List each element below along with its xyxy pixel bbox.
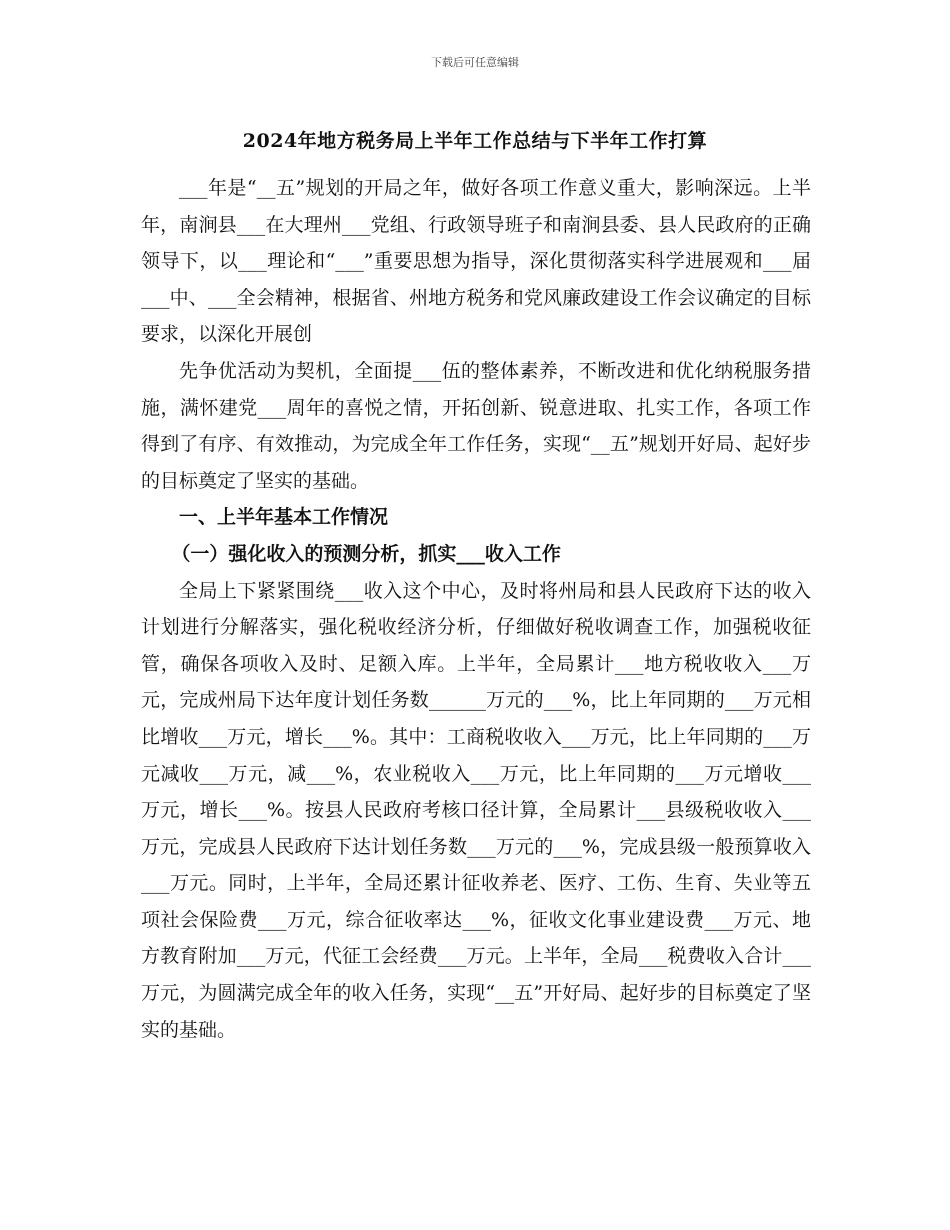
header-note: 下载后可任意编辑 — [431, 56, 519, 69]
section-heading: 一、上半年基本工作情况 — [179, 506, 389, 529]
document-body — [141, 170, 811, 1048]
paragraph-intro: ___年是“__五”规划的开局之年，做好各项工作意义重大，影响深远。上半年，南涧县___在大理州___党组、行政领导班子和南涧县委、县人民政府的正确领导下，以___理论和“___”重要思想为指导，深化贯彻落实科学进展观和___届___中、___全会精神，根据省、州地方税务和党风廉政建设工作会议确定的目标要求，以深化开展创 — [141, 177, 811, 346]
paragraph-revenue: 全局上下紧紧围绕___收入这个中心，及时将州局和县人民政府下达的收入计划进行分解落实，强化税收经济分析，仔细做好税收调查工作，加强税收征管，确保各项收入及时、足额入库。上半年，全局累计___地方税收收入___万元，完成州局下达年度计划任务数______万元的___%，比上年同期的___万元相比增收___万元，增长___%。其中：工商税收收入___万元，比上年同期的___万元减收___万元，减___%，农业税收入___万元，比上年同期的___万元增收___万元，增长___%。按县人民政府考核口径计算，全局累计___县级税收收入___万元，完成县人民政府下达计划任务数___万元的___%，完成县级一般预算收入___万元。同时，上半年，全局还累计征收养老、医疗、工伤、生育、失业等五项社会保险费___万元，综合征收率达___%，征收文化事业建设费___万元、地方教育附加___万元，代征工会经费___万元。上半年，全局___税费收入合计___万元，为圆满完成全年的收入任务，实现“__五”开好局、起好步的目标奠定了坚实的基础。 — [141, 579, 811, 1041]
document-title: 2024年地方税务局上半年工作总结与下半年工作打算 — [242, 130, 708, 152]
subsection-heading: （一）强化收入的预测分析，抓实___收入工作 — [171, 542, 561, 565]
paragraph-continuation: 先争优活动为契机，全面提___伍的整体素养，不断改进和优化纳税服务措施，满怀建党___周年的喜悦之情，开拓创新、锐意进取、扎实工作，各项工作得到了有序、有效推动，为完成全年工作任务，实现“__五”规划开好局、起好步的目标奠定了坚实的基础。 — [141, 359, 811, 492]
